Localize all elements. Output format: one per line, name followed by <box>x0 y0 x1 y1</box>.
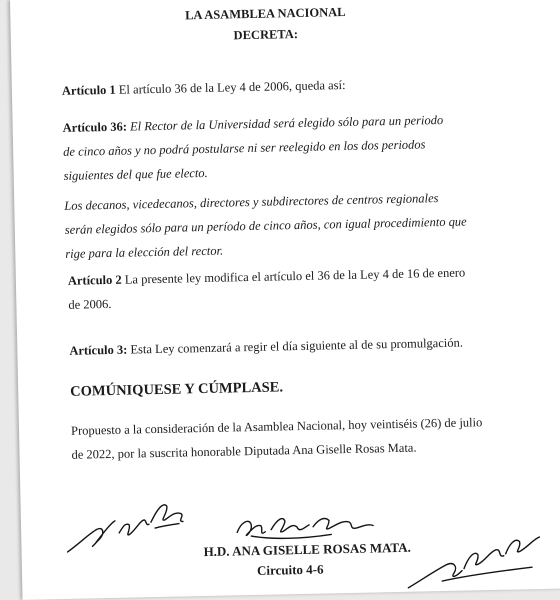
article-36-label: Artículo 36: <box>62 119 128 135</box>
deans-paragraph: Los decanos, vicedecanos, directores y subdirectores de centros regionales serán elegidos sólo para un período de cinco años, con igual procedimiento que rige para la elección del rector. <box>64 191 467 261</box>
heading-decree: DECRETA: <box>233 26 299 43</box>
article-1 <box>62 73 346 103</box>
signer-circuit: Circuito 4-6 <box>256 561 324 578</box>
heading-assembly: LA ASAMBLEA NACIONAL <box>184 4 346 23</box>
article-36 <box>62 108 458 188</box>
closing-formula: COMÚNIQUESE Y CÚMPLASE. <box>70 379 284 400</box>
article-2 <box>68 260 469 316</box>
proposal-paragraph: Propuesto a la consideración de la Asamblea Nacional, hoy veintiséis (26) de julio de 2022, por la suscrita honorable Diputada Ana Giselle Rosas Mata. <box>70 415 483 462</box>
signature-left <box>58 491 199 564</box>
article-3-label: Artículo 3: <box>69 342 128 358</box>
article-1-text: El artículo 36 de la Ley 4 de 2006, queda así: <box>115 77 346 97</box>
article-36-text: El Rector de la Universidad será elegido sólo para un periodo de cinco años y no podrá postularse ni ser reelegido en los dos periodos siguientes del que fue electo. <box>63 112 444 183</box>
signer-name: H.D. ANA GISELLE ROSAS MATA. <box>203 539 411 560</box>
article-3-text: Esta Ley comenzará a regir el día siguiente al de su promulgación. <box>127 335 464 357</box>
article-2-label: Artículo 2 <box>67 272 122 288</box>
document-page <box>10 0 560 600</box>
signature-right <box>401 529 560 592</box>
article-2-text: La presente ley modifica el artículo el 36 de la Ley 4 de 16 de enero de 2006. <box>68 265 466 312</box>
article-1-label: Artículo 1 <box>61 82 116 98</box>
article-3 <box>69 331 463 363</box>
